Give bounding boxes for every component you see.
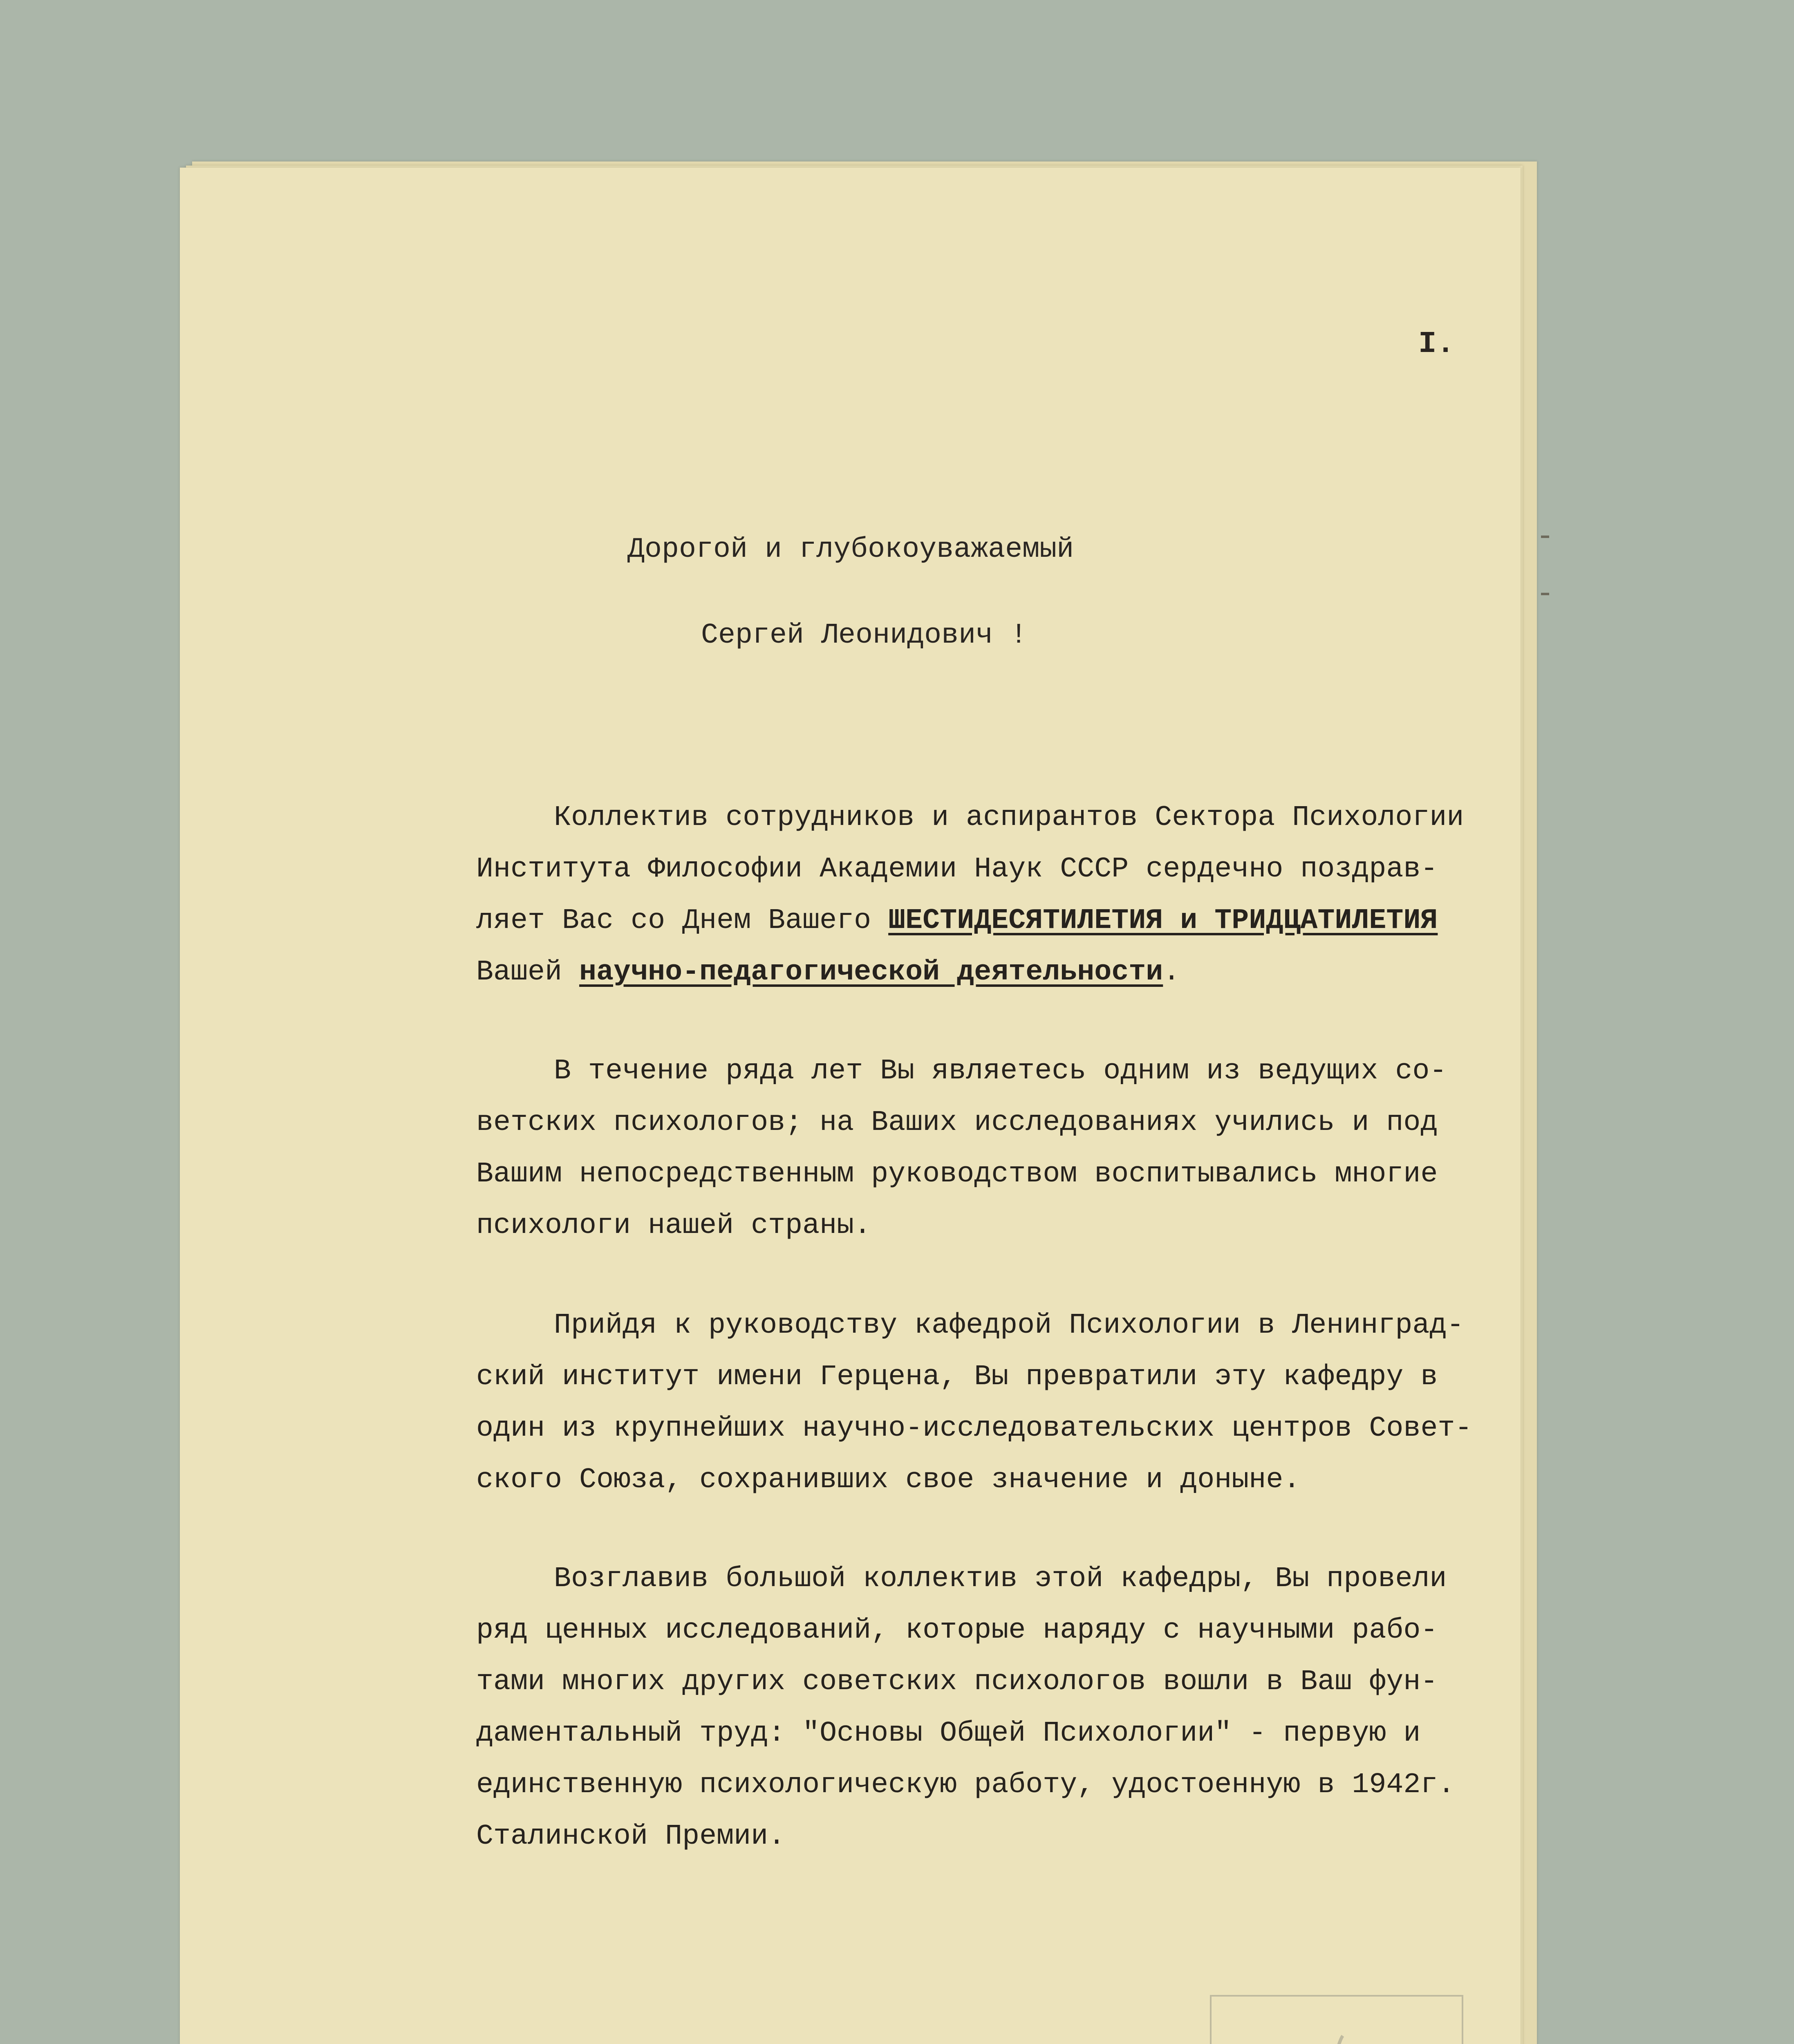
text-line: ский институт имени Герцена, Вы превратили эту кафедру в <box>476 1361 1438 1393</box>
paragraph-2 <box>476 1046 1523 1252</box>
text-line: психологи нашей страны. <box>476 1210 871 1242</box>
paragraph-3 <box>476 1300 1523 1506</box>
text-line: один из крупнейших научно-исследовательских центров Совет- <box>476 1412 1472 1445</box>
salutation-line-1: Дорогой и глубокоуважаемый <box>627 533 1074 566</box>
underlined-text: научно-педагогической деятельности <box>579 956 1163 988</box>
text-line: Сталинской Премии. <box>476 1820 786 1853</box>
text-line: ского Союза, сохранивших свое значение и доныне. <box>476 1464 1301 1496</box>
text-line: Коллектив сотрудников и аспирантов Сектора Психологии <box>554 802 1464 834</box>
text-fragment: . <box>1163 956 1180 988</box>
salutation-line-2: Сергей Леонидович ! <box>701 619 1028 652</box>
text-line: тами многих других советских психологов вошли в Ваш фун- <box>476 1666 1438 1698</box>
page-number: I. <box>1418 327 1455 361</box>
archive-stamp <box>1210 1995 1463 2044</box>
text-line: Прийдя к руководству кафедрой Психологии в Ленинград- <box>554 1309 1464 1342</box>
text-line: единственную психологическую работу, удостоенную в 1942г. <box>476 1769 1455 1801</box>
edge-mark <box>1541 536 1549 538</box>
text-line: Института Философии Академии Наук СССР сердечно поздрав- <box>476 853 1438 885</box>
text-line: ветских психологов; на Ваших исследованиях учились и под <box>476 1107 1438 1139</box>
text-line: Вашим непосредственным руководством воспитывались многие <box>476 1158 1438 1190</box>
text-line: В течение ряда лет Вы являетесь одним из ведущих со- <box>554 1055 1447 1087</box>
paragraph-1 <box>476 792 1523 998</box>
paragraph-4 <box>476 1553 1523 1862</box>
text-line: даментальный труд: "Основы Общей Психологии" - первую и <box>476 1717 1421 1750</box>
text-fragment: ляет Вас со Днем Вашего <box>476 905 889 937</box>
edge-mark <box>1541 593 1549 595</box>
text-line: Возглавив большой коллектив этой кафедры, Вы провели <box>554 1563 1447 1595</box>
underlined-text: ШЕСТИДЕСЯТИЛЕТИЯ и ТРИДЦАТИЛЕТИЯ <box>888 905 1438 937</box>
text-line <box>476 947 1523 998</box>
text-line: ряд ценных исследований, которые наряду с научными рабо- <box>476 1614 1438 1647</box>
text-line <box>476 895 1523 947</box>
text-fragment: Вашей <box>476 956 580 988</box>
